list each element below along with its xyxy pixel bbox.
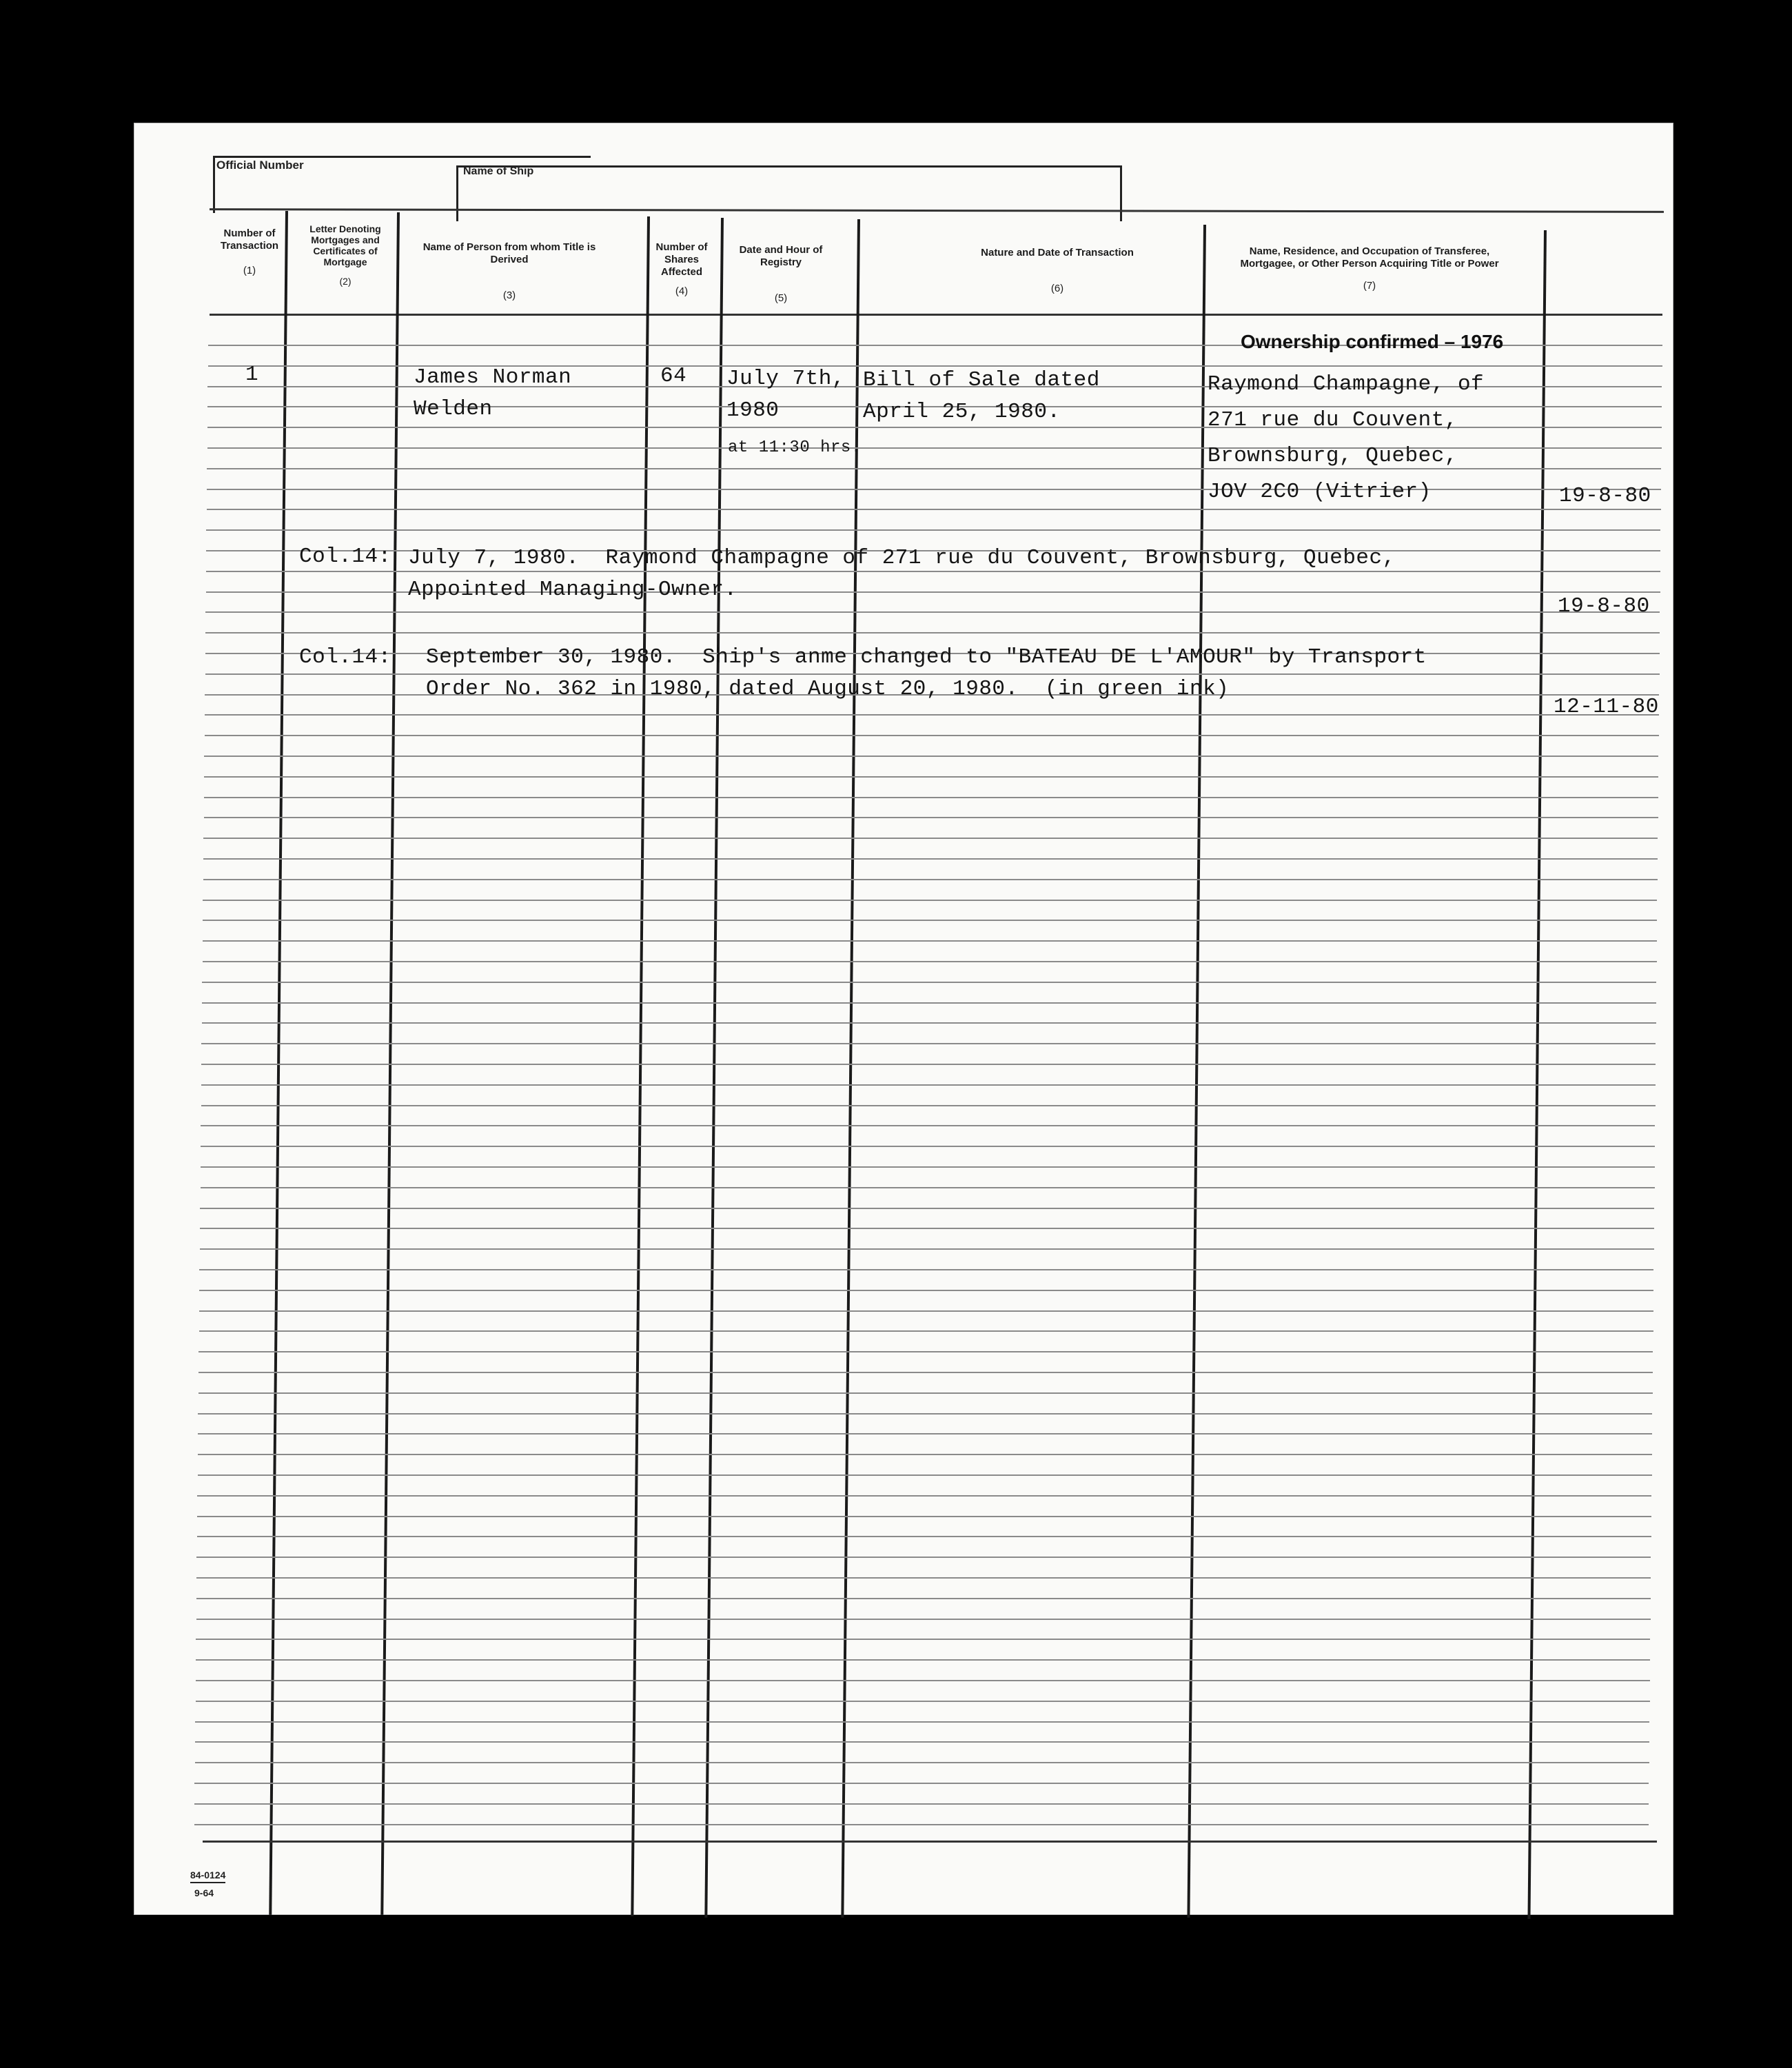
ruled-line bbox=[207, 509, 1661, 510]
col-divider-4 bbox=[704, 218, 724, 1918]
ruled-line bbox=[199, 1310, 1653, 1312]
col6-header: Nature and Date of Transaction (6) bbox=[981, 247, 1134, 294]
entry1-from-name-2: Welden bbox=[414, 397, 493, 421]
entry1-transferee-4: JOV 2C0 (Vitrier) bbox=[1208, 480, 1432, 504]
ruled-line bbox=[202, 1022, 1656, 1024]
name-of-ship-label: Name of Ship bbox=[463, 165, 534, 177]
ruled-line bbox=[198, 1351, 1653, 1352]
ruled-line bbox=[200, 1248, 1654, 1250]
header-bottom-rule bbox=[210, 314, 1662, 316]
ruled-line bbox=[201, 1166, 1655, 1168]
ruled-line bbox=[197, 1495, 1651, 1497]
col7-header: Name, Residence, and Occupation of Transferee, Mortgagee, or Other Person Acquiring Title or Power (7) bbox=[1240, 245, 1499, 292]
ruled-line bbox=[205, 611, 1660, 613]
ruled-line bbox=[194, 1824, 1649, 1825]
ruled-line bbox=[196, 1639, 1650, 1640]
bottom-rule bbox=[203, 1841, 1657, 1843]
ruled-line bbox=[204, 797, 1658, 798]
entry1-hour: at 11:30 hrs. bbox=[728, 438, 862, 457]
note2-line-2: Order No. 362 in 1980, dated August 20, 1980. (in green ink) bbox=[426, 677, 1230, 701]
note2-ref: Col.14: bbox=[299, 645, 391, 669]
ruled-line bbox=[198, 1433, 1652, 1435]
ruled-line bbox=[201, 1084, 1656, 1086]
ruled-line bbox=[202, 1002, 1656, 1004]
ruled-line bbox=[196, 1577, 1651, 1579]
ruled-line bbox=[205, 714, 1659, 716]
entry1-transferee-2: 271 rue du Couvent, bbox=[1208, 408, 1458, 432]
ruled-line bbox=[199, 1330, 1653, 1332]
ruled-line bbox=[196, 1680, 1650, 1681]
entry1-nature-1: Bill of Sale dated bbox=[863, 368, 1100, 392]
ruled-line bbox=[203, 920, 1657, 921]
col-divider-3 bbox=[631, 216, 650, 1916]
ruled-line bbox=[197, 1516, 1651, 1517]
name-of-ship-box bbox=[456, 165, 1122, 221]
ruled-line bbox=[205, 632, 1660, 633]
form-date: 9-64 bbox=[194, 1887, 214, 1898]
ruled-line bbox=[206, 529, 1660, 531]
ruled-line bbox=[194, 1783, 1649, 1784]
entry1-transferee-3: Brownsburg, Quebec, bbox=[1208, 444, 1458, 468]
ruled-line bbox=[196, 1659, 1650, 1661]
ruled-line bbox=[203, 961, 1657, 962]
ruled-line bbox=[203, 900, 1657, 901]
entry1-nature-2: April 25, 1980. bbox=[863, 400, 1061, 424]
entry1-date-2: 1980 bbox=[726, 398, 780, 423]
ruled-line bbox=[204, 756, 1658, 757]
ruled-line bbox=[199, 1269, 1653, 1270]
ruled-line bbox=[201, 1105, 1656, 1106]
ruled-line bbox=[200, 1228, 1654, 1229]
ruled-line bbox=[204, 776, 1658, 778]
ruled-line bbox=[201, 1125, 1655, 1126]
ruled-line bbox=[201, 1146, 1655, 1147]
col1-header: Number of Transaction (1) bbox=[220, 227, 279, 276]
ruled-line bbox=[201, 1064, 1656, 1065]
ruled-line bbox=[198, 1454, 1652, 1455]
ruled-line bbox=[203, 940, 1657, 942]
col3-header: Name of Person from whom Title is Derived (3) bbox=[422, 241, 596, 301]
ruled-line bbox=[201, 1187, 1655, 1188]
col5-header: Date and Hour of Registry (5) bbox=[739, 244, 823, 304]
note2-line-1: September 30, 1980. Ship's anme changed to "BATEAU DE L'AMOUR" by Transport bbox=[426, 645, 1427, 669]
form-code: 84-0124 bbox=[190, 1869, 225, 1883]
ruled-line bbox=[199, 1290, 1653, 1291]
col4-header: Number of Shares Affected (4) bbox=[655, 241, 708, 297]
ruled-line bbox=[196, 1557, 1651, 1558]
note1-ref: Col.14: bbox=[299, 545, 391, 569]
official-number-label: Official Number bbox=[216, 159, 304, 172]
ruled-line bbox=[198, 1392, 1653, 1394]
ruled-line bbox=[198, 1372, 1653, 1373]
ruled-line bbox=[200, 1208, 1654, 1209]
ruled-line bbox=[198, 1474, 1652, 1476]
ruled-line bbox=[196, 1598, 1651, 1599]
ruled-line bbox=[196, 1619, 1651, 1620]
ruled-line bbox=[203, 879, 1658, 880]
ruled-line bbox=[195, 1741, 1649, 1743]
register-page bbox=[134, 123, 1673, 1915]
ruled-line bbox=[195, 1721, 1649, 1723]
note1-margin-date: 19-8-80 bbox=[1558, 594, 1650, 618]
col-divider-5 bbox=[841, 219, 860, 1918]
ruled-line bbox=[197, 1536, 1651, 1537]
ruled-line bbox=[205, 735, 1659, 736]
ruled-line bbox=[201, 1043, 1656, 1044]
entry1-date-1: July 7th, bbox=[726, 367, 845, 391]
ruled-line bbox=[202, 982, 1656, 983]
note1-line-1: July 7, 1980. Raymond Champagne of 271 rue du Couvent, Brownsburg, Quebec, bbox=[408, 546, 1396, 570]
col-divider-6 bbox=[1187, 225, 1206, 1918]
ruled-line bbox=[195, 1762, 1649, 1763]
ownership-stamp: Ownership confirmed – 1976 bbox=[1241, 331, 1504, 352]
ruled-line bbox=[205, 673, 1660, 675]
ruled-line bbox=[203, 858, 1658, 860]
col-divider-7 bbox=[1527, 230, 1547, 1919]
ruled-line bbox=[203, 838, 1658, 839]
ruled-line bbox=[194, 1803, 1649, 1805]
entry1-shares: 64 bbox=[660, 364, 687, 388]
entry1-from-name-1: James Norman bbox=[414, 365, 572, 389]
ruled-line bbox=[207, 468, 1661, 469]
ruled-line bbox=[204, 817, 1658, 818]
ruled-line bbox=[196, 1701, 1650, 1702]
entry1-number: 1 bbox=[245, 363, 259, 387]
ruled-line bbox=[206, 571, 1660, 572]
note1-line-2: Appointed Managing-Owner. bbox=[408, 578, 737, 602]
entry1-transferee-1: Raymond Champagne, of bbox=[1208, 372, 1485, 396]
entry1-margin-date: 19-8-80 bbox=[1559, 484, 1651, 508]
col2-header: Letter Denoting Mortgages and Certificates of Mortgage (2) bbox=[309, 223, 381, 287]
note2-margin-date: 12-11-80 bbox=[1554, 695, 1659, 719]
ruled-line bbox=[207, 489, 1661, 490]
ruled-line bbox=[198, 1413, 1652, 1415]
